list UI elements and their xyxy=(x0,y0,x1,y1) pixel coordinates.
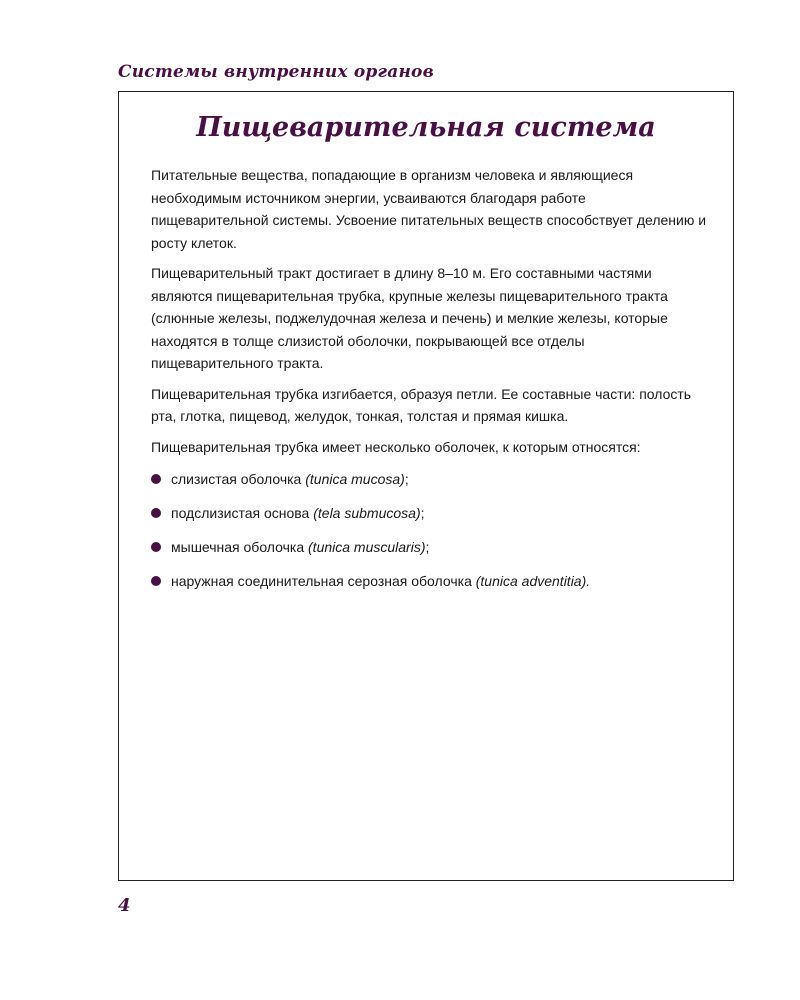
list-item-latin: (tela submucosa) xyxy=(313,505,421,521)
paragraph-1: Питательные вещества, попадающие в организм человека и являющиеся необходимым источником энергии, усваиваются благодаря работе пищеварительной системы. Усвоение питательных веществ способствует делению и росту клеток. xyxy=(151,167,707,251)
list-item xyxy=(151,468,707,490)
paragraph-3: Пищеварительная трубка изгибается, образуя петли. Ее составные части: полость рта, глотка, пищевод, желудок, тонкая, толстая и прямая кишка. xyxy=(151,385,692,424)
list-item-latin: (tunica adventitia). xyxy=(475,573,591,589)
list-item-end: ; xyxy=(404,471,409,487)
list-item-term: слизистая оболочка xyxy=(171,471,306,487)
page-title: Пищеварительная система xyxy=(196,112,656,143)
body-content xyxy=(151,164,707,604)
list-item-end: ; xyxy=(420,505,425,521)
running-header: Системы внутренних органов xyxy=(118,62,434,82)
list-item-term: наружная соединительная серозная оболочка xyxy=(171,573,476,589)
bullet-icon xyxy=(151,474,161,484)
list-item-latin: (tunica mucosa) xyxy=(305,471,405,487)
list-item-term: подслизистая основа xyxy=(171,505,314,521)
paragraph-4: Пищеварительная трубка имеет несколько оболочек, к которым относятся: xyxy=(151,438,641,455)
paragraph-2: Пищеварительный тракт достигает в длину 8–10 м. Его составными частями являются пищеварительная трубка, крупные железы пищеварительного тракта (слюнные железы, поджелудочная железа и печень) и мелкие железы, которые находятся в толще слизистой оболочки, покрывающей все отделы пищеварительного тракта. xyxy=(151,265,668,371)
list-item xyxy=(151,570,707,592)
list-item-end: ; xyxy=(425,539,430,555)
membranes-list xyxy=(151,468,707,592)
list-item-term: мышечная оболочка xyxy=(171,539,309,555)
page-number: 4 xyxy=(118,895,131,916)
list-item-latin: (tunica muscularis) xyxy=(308,539,426,555)
list-item xyxy=(151,536,707,558)
bullet-icon xyxy=(151,508,161,518)
bullet-icon xyxy=(151,576,161,586)
list-item xyxy=(151,502,707,524)
bullet-icon xyxy=(151,542,161,552)
content-frame xyxy=(118,91,734,881)
